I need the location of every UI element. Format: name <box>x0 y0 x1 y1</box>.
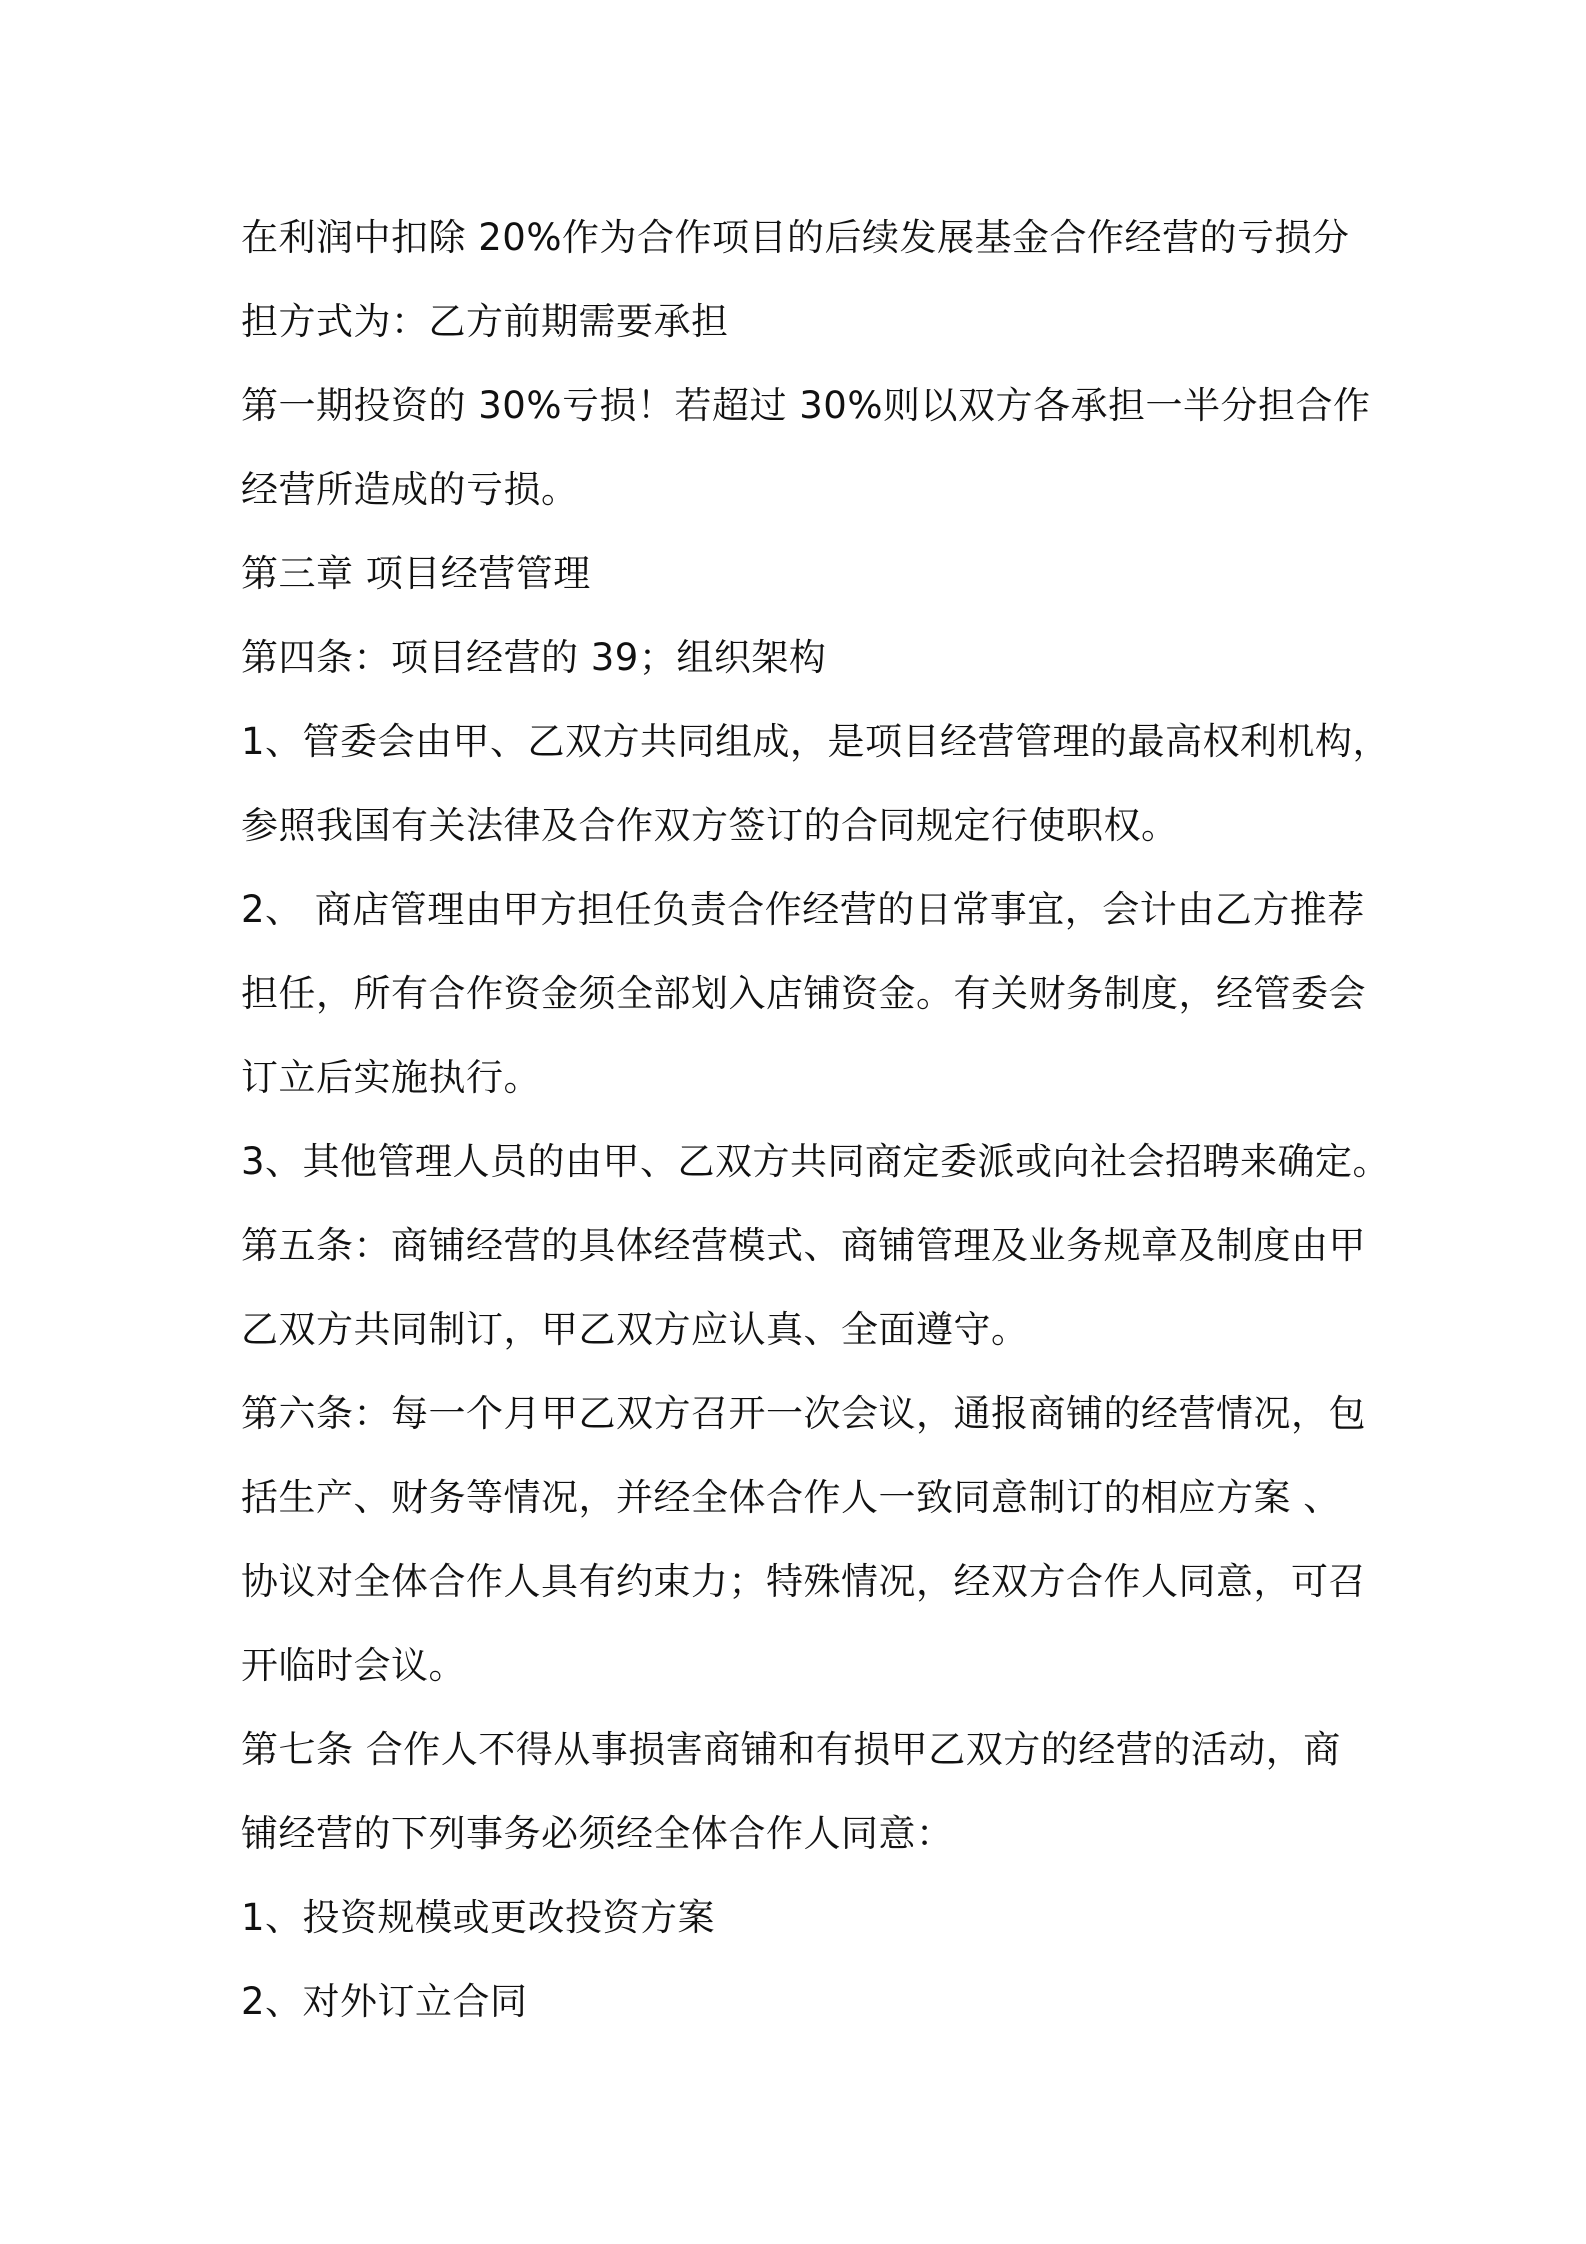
text-line: 经营所造成的亏损。 <box>241 468 579 511</box>
document-body <box>241 196 1391 2044</box>
text-line: 第六条：每一个月甲乙双方召开一次会议，通报商铺的经营情况，包 <box>241 1392 1366 1435</box>
text-line: 第一期投资的 30%亏损！若超过 30%则以双方各承担一半分担合作 <box>241 384 1371 427</box>
text-line: 开临时会议。 <box>241 1644 466 1687</box>
text-line: 1、管委会由甲、乙双方共同组成，是项目经营管理的最高权利机构， <box>241 720 1391 763</box>
text-line: 2、 商店管理由甲方担任负责合作经营的日常事宜，会计由乙方推荐 <box>241 888 1365 931</box>
text-line: 括生产、财务等情况，并经全体合作人一致同意制订的相应方案 、 <box>241 1476 1341 1519</box>
text-line: 担任，所有合作资金须全部划入店铺资金。有关财务制度，经管委会 <box>241 972 1366 1015</box>
text-line: 在利润中扣除 20%作为合作项目的后续发展基金合作经营的亏损分 <box>241 216 1350 259</box>
list-item: 2、对外订立合同 <box>241 1980 528 2023</box>
text-line: 协议对全体合作人具有约束力；特殊情况，经双方合作人同意，可召 <box>241 1560 1366 1603</box>
text-line: 3、其他管理人员的由甲、乙双方共同商定委派或向社会招聘来确定。 <box>241 1140 1391 1183</box>
text-line: 参照我国有关法律及合作双方签订的合同规定行使职权。 <box>241 804 1179 847</box>
article-heading: 第四条：项目经营的 39；组织架构 <box>241 636 827 679</box>
text-line: 铺经营的下列事务必须经全体合作人同意： <box>241 1812 954 1855</box>
list-item: 1、投资规模或更改投资方案 <box>241 1896 716 1939</box>
text-line: 订立后实施执行。 <box>241 1056 541 1099</box>
text-line: 担方式为：乙方前期需要承担 <box>241 300 729 343</box>
text-line: 乙双方共同制订，甲乙双方应认真、全面遵守。 <box>241 1308 1029 1351</box>
chapter-heading: 第三章 项目经营管理 <box>241 552 591 595</box>
text-line: 第五条：商铺经营的具体经营模式、商铺管理及业务规章及制度由甲 <box>241 1224 1366 1267</box>
text-line: 第七条 合作人不得从事损害商铺和有损甲乙双方的经营的活动，商 <box>241 1728 1341 1771</box>
